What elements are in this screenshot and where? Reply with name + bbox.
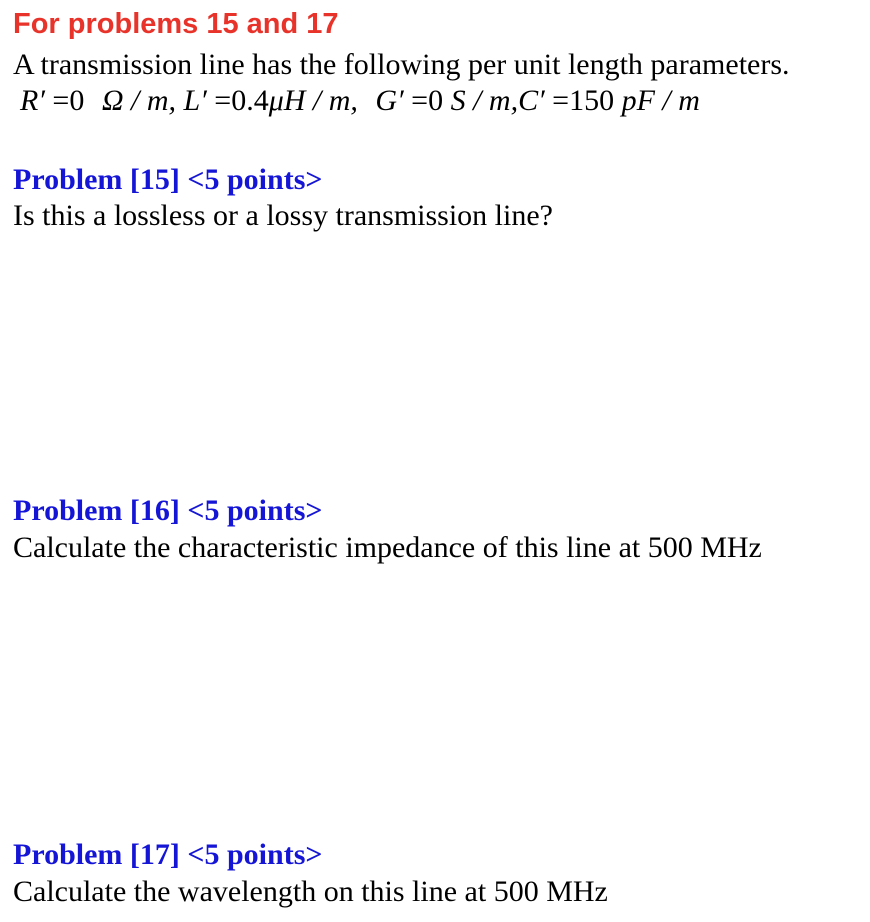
parameter-equation — [20, 80, 700, 122]
r-unit: Ω / m, — [101, 84, 177, 117]
problem-17-title: Problem [17] <5 points> — [13, 838, 323, 871]
problem-16-text: Calculate the characteristic impedance of this line at 500 MHz — [13, 531, 762, 564]
l-value: 0.4 — [231, 84, 269, 117]
problem-16-title: Problem [16] <5 points> — [13, 494, 323, 527]
problem-17-text: Calculate the wavelength on this line at 500 MHz — [13, 875, 608, 908]
r-equals: = — [52, 84, 70, 117]
c-unit: pF / m — [621, 84, 700, 117]
c-value: 150 — [569, 84, 615, 117]
g-equals: = — [411, 84, 429, 117]
l-symbol: L′ — [183, 84, 207, 117]
problem-15-text: Is this a lossless or a lossy transmission line? — [13, 199, 553, 232]
r-symbol: R′ — [20, 84, 45, 117]
problem-15-title: Problem [15] <5 points> — [13, 163, 323, 196]
c-equals: = — [552, 84, 570, 117]
c-symbol: C′ — [518, 84, 545, 117]
section-heading: For problems 15 and 17 — [13, 8, 339, 40]
g-value: 0 — [428, 84, 444, 117]
l-unit: μH / m, — [268, 84, 358, 117]
r-value: 0 — [69, 84, 85, 117]
g-unit: S / m, — [450, 84, 519, 117]
intro-text: A transmission line has the following per unit length parameters. — [13, 48, 790, 81]
l-equals: = — [214, 84, 232, 117]
g-symbol: G′ — [375, 84, 404, 117]
